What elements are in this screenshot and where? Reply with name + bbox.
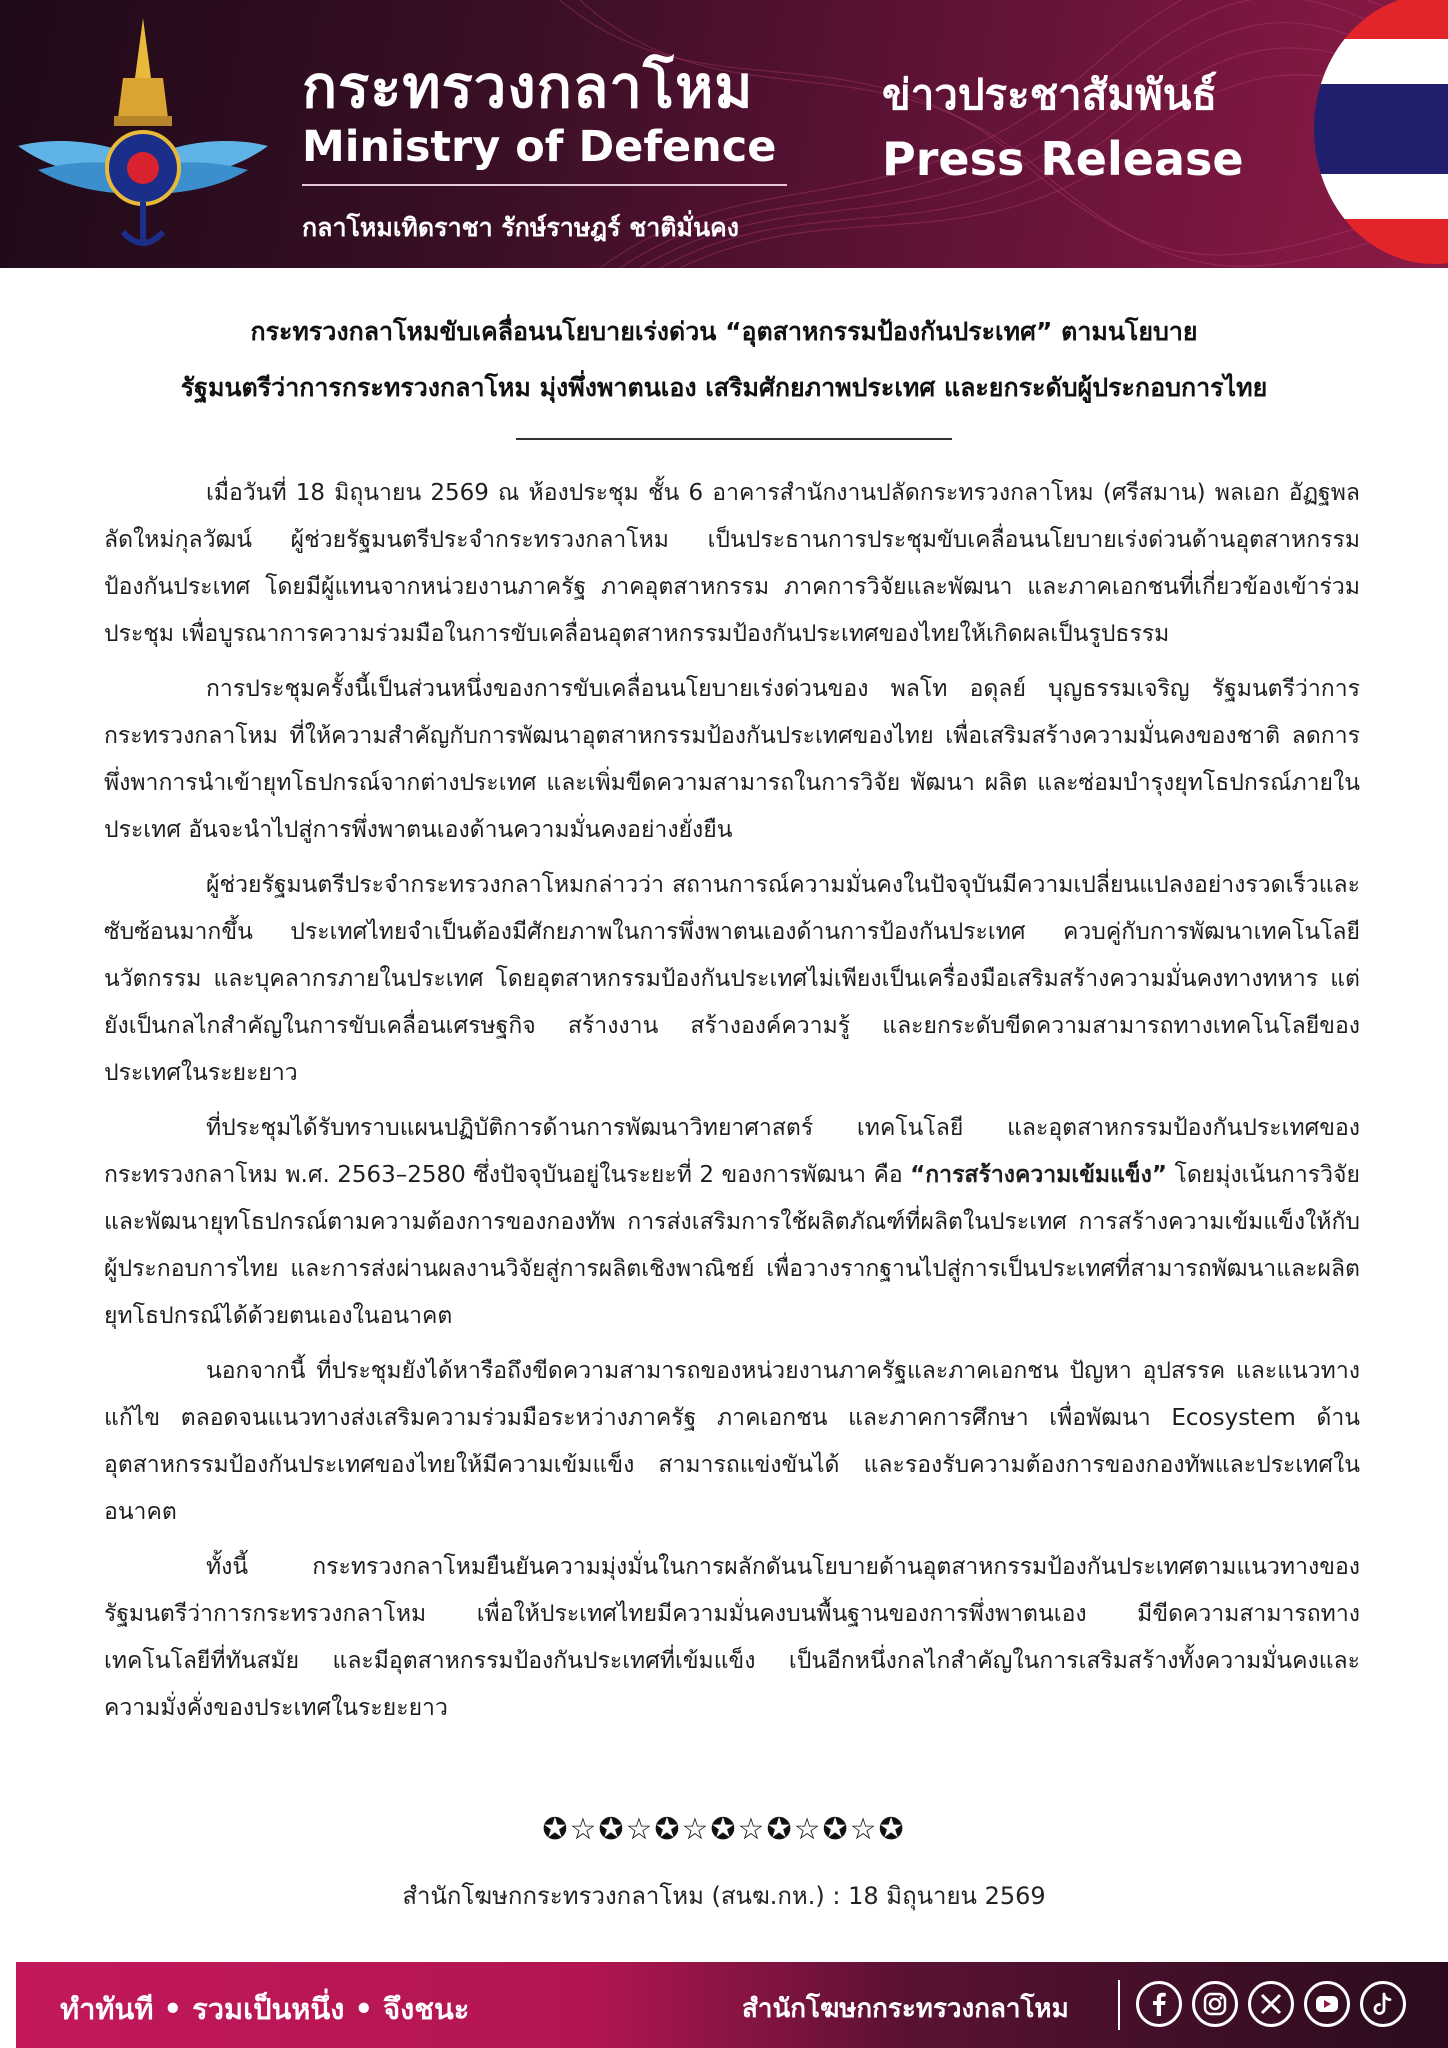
paragraph-4-text-a: ที่ประชุมได้รับทราบแผนปฏิบัติการด้านการพัฒนาวิทยาศาสตร์ เทคโนโลยี และอุตสาหกรรมป้องกันประเทศของกระทรวงกลาโหม พ.ศ. 2563–2580 ซึ่งปัจจุบันอยู่ในระยะที่ 2 ของการพัฒนา คือ <box>104 1115 1360 1188</box>
paragraph-3: ผู้ช่วยรัฐมนตรีประจำกระทรวงกลาโหมกล่าวว่า สถานการณ์ความมั่นคงในปัจจุบันมีความเปลี่ยนแปลงอย่างรวดเร็วและซับซ้อนมากขึ้น ประเทศไทยจำเป็นต้องมีศักยภาพในการพึ่งพาตนเองด้านการป้องกันประเทศ ควบคู่กับการพัฒนาเทคโนโลยี นวัตกรรม และบุคลากรภายในประเทศ โดยอุตสาหกรรมป้องกันประเทศไม่เพียงเป็นเครื่องมือเสริมสร้างความมั่นคงทางทหาร แต่ยังเป็นกลไกสำคัญในการขับเคลื่อนเศรษฐกิจ สร้างงาน สร้างองค์ความรู้ และยกระดับขีดความสามารถทางเทคโนโลยีของประเทศในระยะยาว <box>104 872 1360 1086</box>
ministry-motto: กลาโหมเทิดราชา รักษ์ราษฎร์ ชาติมั่นคง <box>302 213 739 242</box>
ministry-title-thai: กระทรวงกลาโหม <box>302 53 754 121</box>
ministry-emblem-icon <box>18 18 268 250</box>
star-divider: ✪☆✪☆✪☆✪☆✪☆✪☆✪ <box>542 1812 906 1847</box>
footer-office-name: สำนักโฆษกกระทรวงกลาโหม <box>742 1994 1069 2024</box>
press-release-body <box>104 470 1360 1740</box>
footer-separator <box>1118 1980 1120 2030</box>
source-credit: สำนักโฆษกกระทรวงกลาโหม (สนฆ.กห.) : 18 มิถุนายน 2569 <box>402 1882 1046 1910</box>
footer-bar <box>16 1962 1448 2048</box>
paragraph-5: นอกจากนี้ ที่ประชุมยังได้หารือถึงขีดความสามารถของหน่วยงานภาครัฐและภาคเอกชน ปัญหา อุปสรรค และแนวทางแก้ไข ตลอดจนแนวทางส่งเสริมความร่วมมือระหว่างภาครัฐ ภาคเอกชน และภาคการศึกษา เพื่อพัฒนา Ecosystem ด้านอุตสาหกรรมป้องกันประเทศของไทยให้มีความเข้มแข็ง สามารถแข่งขันได้ และรองรับความต้องการของกองทัพและประเทศในอนาคต <box>104 1358 1360 1525</box>
x-icon[interactable] <box>1248 1981 1294 2027</box>
paragraph-2: การประชุมครั้งนี้เป็นส่วนหนึ่งของการขับเคลื่อนนโยบายเร่งด่วนของ พลโท อดุลย์ บุญธรรมเจริญ รัฐมนตรีว่าการกระทรวงกลาโหม ที่ให้ความสำคัญกับการพัฒนาอุตสาหกรรมป้องกันประเทศของไทย เพื่อเสริมสร้างความมั่นคงของชาติ ลดการพึ่งพาการนำเข้ายุทโธปกรณ์จากต่างประเทศ และเพิ่มขีดความสามารถในการวิจัย พัฒนา ผลิต และซ่อมบำรุงยุทโธปกรณ์ภายในประเทศ อันจะนำไปสู่การพึ่งพาตนเองด้านความมั่นคงอย่างยั่งยืน <box>104 676 1360 843</box>
paragraph-4-emphasis: “การสร้างความเข้มแข็ง” <box>910 1162 1167 1188</box>
headline-line-1: กระทรวงกลาโหมขับเคลื่อนนโยบายเร่งด่วน “อุตสาหกรรมป้องกันประเทศ” ตามนโยบาย <box>250 317 1198 346</box>
press-release-label-thai: ข่าวประชาสัมพันธ์ <box>882 70 1218 119</box>
press-release-header <box>0 0 1448 268</box>
facebook-icon[interactable] <box>1136 1981 1182 2027</box>
headline-line-2: รัฐมนตรีว่าการกระทรวงกลาโหม มุ่งพึ่งพาตนเอง เสริมศักยภาพประเทศ และยกระดับผู้ประกอบการไทย <box>180 373 1268 402</box>
tiktok-icon[interactable] <box>1360 1981 1406 2027</box>
paragraph-4 <box>104 1105 1360 1340</box>
paragraph-1: เมื่อวันที่ 18 มิถุนายน 2569 ณ ห้องประชุม ชั้น 6 อาคารสำนักงานปลัดกระทรวงกลาโหม (ศรีสมาน) พลเอก อัฏฐพล ลัดใหม่กุลวัฒน์ ผู้ช่วยรัฐมนตรีประจำกระทรวงกลาโหม เป็นประธานการประชุมขับเคลื่อนนโยบายเร่งด่วนด้านอุตสาหกรรมป้องกันประเทศ โดยมีผู้แทนจากหน่วยงานภาครัฐ ภาคอุตสาหกรรม ภาคการวิจัยและพัฒนา และภาคเอกชนที่เกี่ยวข้องเข้าร่วมประชุม เพื่อบูรณาการความร่วมมือในการขับเคลื่อนอุตสาหกรรมป้องกันประเทศของไทยให้เกิดผลเป็นรูปธรรม <box>104 480 1360 647</box>
title-divider <box>302 184 787 186</box>
ministry-title-english: Ministry of Defence <box>302 122 777 172</box>
press-release-label-english: Press Release <box>882 132 1244 186</box>
paragraph-4-text-b: โดยมุ่งเน้นการวิจัยและพัฒนายุทโธปกรณ์ตามความต้องการของกองทัพ การส่งเสริมการใช้ผลิตภัณฑ์ที่ผลิตในประเทศ การสร้างความเข้มแข็งให้กับผู้ประกอบการไทย และการส่งผ่านผลงานวิจัยสู่การผลิตเชิงพาณิชย์ เพื่อวางรากฐานไปสู่การเป็นประเทศที่สามารถพัฒนาและผลิตยุทโธปกรณ์ได้ด้วยตนเองในอนาคต <box>104 1162 1360 1329</box>
youtube-icon[interactable] <box>1304 1981 1350 2027</box>
paragraph-6: ทั้งนี้ กระทรวงกลาโหมยืนยันความมุ่งมั่นในการผลักดันนโยบายด้านอุตสาหกรรมป้องกันประเทศตามแนวทางของรัฐมนตรีว่าการกระทรวงกลาโหม เพื่อให้ประเทศไทยมีความมั่นคงบนพื้นฐานของการพึ่งพาตนเอง มีขีดความสามารถทางเทคโนโลยีที่ทันสมัย และมีอุตสาหกรรมป้องกันประเทศที่เข้มแข็ง เป็นอีกหนึ่งกลไกสำคัญในการเสริมสร้างทั้งความมั่นคงและความมั่งคั่งของประเทศในระยะยาว <box>104 1554 1360 1721</box>
footer-slogan: ทำทันที • รวมเป็นหนึ่ง • จึงชนะ <box>60 1992 470 2026</box>
instagram-icon[interactable] <box>1192 1981 1238 2027</box>
headline-underline <box>516 438 952 440</box>
